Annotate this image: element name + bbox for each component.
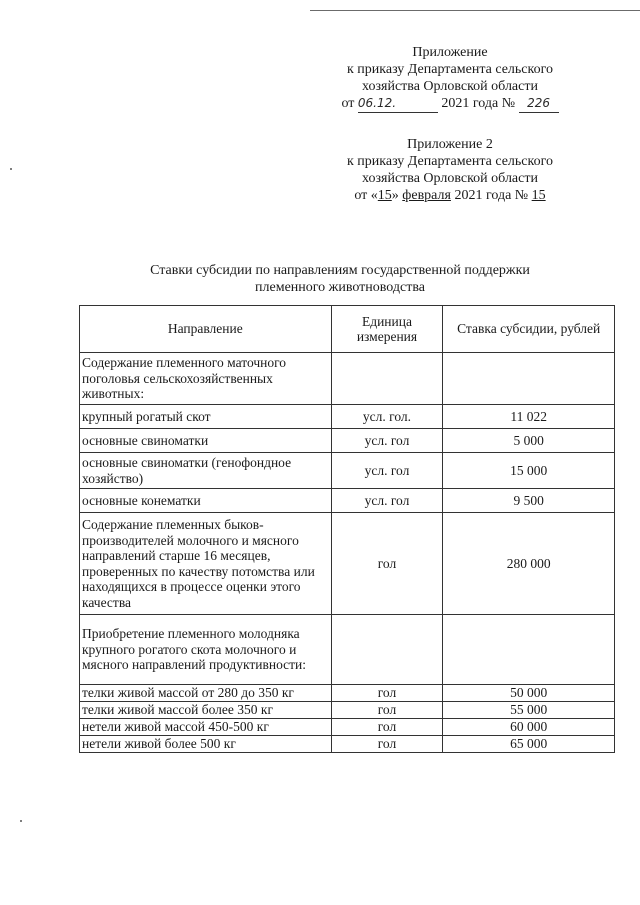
table-row: [80, 615, 615, 685]
unit-cell: усл. гол: [331, 453, 443, 489]
rate-cell: 280 000: [443, 513, 615, 615]
subsidy-rates-table: [79, 305, 615, 753]
appendix-department-line: хозяйства Орловской области: [362, 79, 538, 94]
unit-cell: [331, 615, 443, 685]
unit-cell: гол: [331, 719, 443, 736]
handwritten-date: 06.12.: [357, 96, 397, 110]
direction-cell: Содержание племенного маточного поголовья сельскохозяйственных животных:: [80, 353, 332, 405]
direction-cell: телки живой массой более 350 кг: [80, 702, 332, 719]
unit-cell: гол: [331, 702, 443, 719]
rate-cell: 50 000: [443, 685, 615, 702]
appendix2-day: 15: [377, 188, 392, 203]
table-row: [80, 489, 615, 513]
appendix-header: [320, 44, 580, 113]
appendix-order-line: к приказу Департамента сельского: [346, 62, 554, 77]
rate-cell: 65 000: [443, 736, 615, 753]
table-row: [80, 429, 615, 453]
rate-cell: 11 022: [443, 405, 615, 429]
table-row: [80, 719, 615, 736]
document-title: Ставки субсидии по направлениям государственной поддержки племенного животноводства: [150, 263, 530, 295]
appendix2-month: февраля: [402, 188, 451, 203]
table-row: [80, 353, 615, 405]
unit-cell: усл. гол: [331, 429, 443, 453]
rate-cell: 5 000: [443, 429, 615, 453]
table-header-row: [80, 306, 615, 353]
appendix2-number: 15: [531, 188, 546, 203]
rate-cell: 15 000: [443, 453, 615, 489]
appendix2-department-line: хозяйства Орловской области: [362, 171, 538, 186]
table-row: [80, 702, 615, 719]
column-header-unit: Единица измерения: [331, 306, 443, 353]
direction-cell: основные свиноматки: [80, 429, 332, 453]
table-row: [80, 513, 615, 615]
column-header-direction: Направление: [80, 306, 332, 353]
appendix2-order-line: к приказу Департамента сельского: [346, 154, 554, 169]
rate-cell: 60 000: [443, 719, 615, 736]
table-row: [80, 736, 615, 753]
unit-cell: гол: [331, 513, 443, 615]
table-row: [80, 405, 615, 429]
direction-cell: основные конематки: [80, 489, 332, 513]
appendix-date-line: от 06.12. 2021 года № 226: [320, 95, 580, 113]
direction-cell: крупный рогатый скот: [80, 405, 332, 429]
unit-cell: усл. гол.: [331, 405, 443, 429]
scan-speck: [10, 168, 12, 170]
scan-speck: [20, 820, 22, 822]
rate-cell: 55 000: [443, 702, 615, 719]
handwritten-number: 226: [527, 96, 551, 110]
unit-cell: гол: [331, 736, 443, 753]
appendix2-label: Приложение 2: [407, 137, 493, 152]
rate-cell: 9 500: [443, 489, 615, 513]
rate-cell: [443, 615, 615, 685]
direction-cell: основные свиноматки (генофондное хозяйство): [80, 453, 332, 489]
column-header-rate: Ставка субсидии, рублей: [443, 306, 615, 353]
rate-cell: [443, 353, 615, 405]
unit-cell: гол: [331, 685, 443, 702]
table-row: [80, 685, 615, 702]
unit-cell: усл. гол: [331, 489, 443, 513]
appendix-label: Приложение: [412, 45, 488, 60]
direction-cell: телки живой массой от 280 до 350 кг: [80, 685, 332, 702]
table-row: [80, 453, 615, 489]
direction-cell: Содержание племенных быков-производителей молочного и мясного направлений старше 16 месяцев, проверенных по качеству потомства или находящихся в процессе оценки этого качества: [80, 513, 332, 615]
direction-cell: Приобретение племенного молодняка крупного рогатого скота молочного и мясного направлений продуктивности:: [80, 615, 332, 685]
direction-cell: нетели живой массой 450-500 кг: [80, 719, 332, 736]
direction-cell: нетели живой более 500 кг: [80, 736, 332, 753]
scan-top-line: [310, 10, 640, 11]
appendix2-header: [320, 136, 580, 204]
appendix2-date-line: от «15» февраля 2021 года № 15: [354, 188, 546, 203]
unit-cell: [331, 353, 443, 405]
